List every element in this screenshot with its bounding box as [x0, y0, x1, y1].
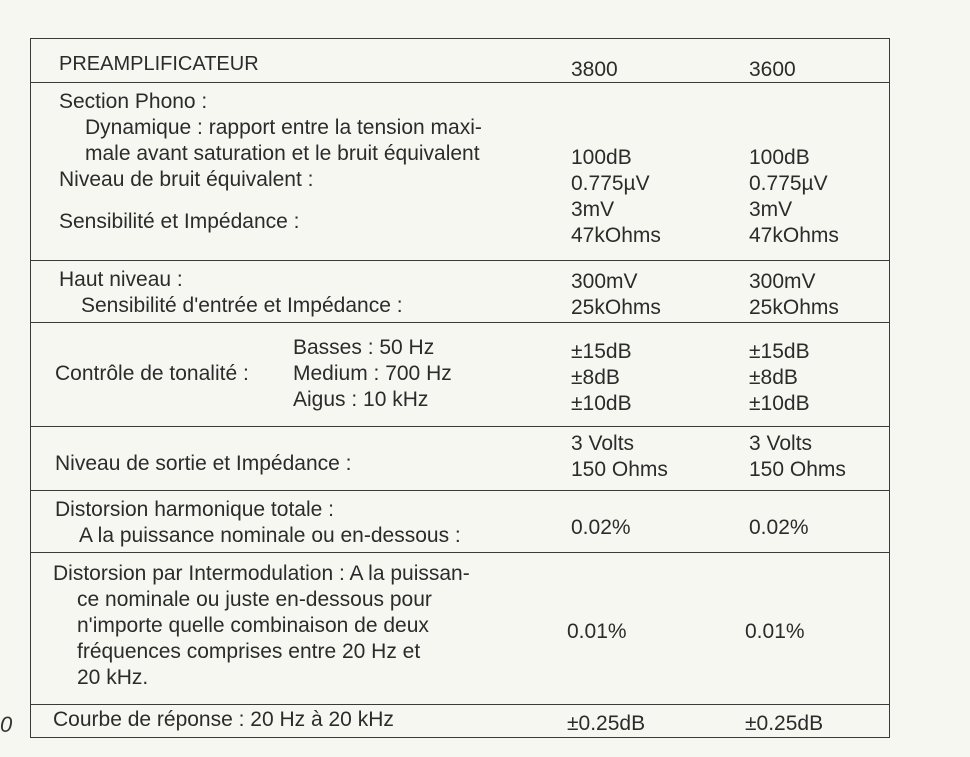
phono-sensitivity-3800: 3mV — [571, 198, 615, 221]
high-level-sensitivity-3800: 300mV — [571, 270, 638, 293]
high-level-sensitivity-3600: 300mV — [749, 270, 816, 293]
thd-row — [31, 491, 889, 553]
medium-3600: ±8dB — [749, 366, 798, 389]
treble-label: Aigus : 10 kHz — [293, 388, 429, 411]
bass-label: Basses : 50 Hz — [293, 336, 435, 359]
output-impedance-3600: 150 Ohms — [749, 458, 846, 481]
imd-row — [31, 553, 889, 705]
dynamic-range-3600: 100dB — [749, 146, 810, 169]
table-header-row — [31, 39, 889, 83]
high-level-impedance-3800: 25kOhms — [571, 296, 661, 319]
tone-control-row — [31, 323, 889, 427]
phono-sensitivity-3600: 3mV — [749, 198, 793, 221]
tone-control-label: Contrôle de tonalité : — [55, 362, 249, 385]
phono-impedance-3600: 47kOhms — [749, 224, 839, 247]
high-level-impedance-3600: 25kOhms — [749, 296, 839, 319]
noise-level-3600: 0.775µV — [749, 172, 828, 195]
spec-table — [30, 38, 890, 738]
imd-text-4: fréquences comprises entre 20 Hz et — [77, 640, 421, 663]
high-level-heading: Haut niveau : — [59, 268, 183, 291]
dynamic-range-3800: 100dB — [571, 146, 632, 169]
high-level-row — [31, 261, 889, 323]
frequency-response-row — [31, 705, 889, 739]
noise-level-3800: 0.775µV — [571, 172, 650, 195]
imd-text-2: ce nominale ou juste en-dessous pour — [77, 588, 432, 611]
thd-condition: A la puissance nominale ou en-dessous : — [79, 524, 461, 547]
output-level-label: Niveau de sortie et Impédance : — [55, 452, 352, 475]
medium-3800: ±8dB — [571, 366, 620, 389]
thd-3800: 0.02% — [571, 516, 631, 539]
imd-text-3: n'importe quelle combinaison de deux — [77, 614, 429, 637]
bass-3800: ±15dB — [571, 340, 632, 363]
phono-section-row — [31, 83, 889, 261]
page-number: 0 — [0, 712, 13, 737]
dynamic-range-label: Dynamique : rapport entre la tension maxi- — [85, 116, 482, 139]
phono-sensitivity-label: Sensibilité et Impédance : — [59, 210, 300, 233]
table-title: PREAMPLIFICATEUR — [59, 53, 259, 75]
noise-level-label: Niveau de bruit équivalent : — [59, 168, 314, 191]
treble-3800: ±10dB — [571, 392, 632, 415]
column-header-3800: 3800 — [571, 58, 618, 81]
phono-impedance-3800: 47kOhms — [571, 224, 661, 247]
phono-heading: Section Phono : — [59, 90, 208, 113]
output-level-row — [31, 427, 889, 491]
dynamic-range-label-cont: male avant saturation et le bruit équivalent — [85, 142, 480, 165]
imd-3800: 0.01% — [567, 620, 627, 643]
thd-3600: 0.02% — [749, 516, 809, 539]
high-level-label: Sensibilité d'entrée et Impédance : — [81, 294, 403, 317]
column-header-3600: 3600 — [749, 58, 796, 81]
output-impedance-3800: 150 Ohms — [571, 458, 668, 481]
frequency-response-label: Courbe de réponse : 20 Hz à 20 kHz — [53, 708, 394, 731]
imd-label: Distorsion par Intermodulation : A la puissan- — [53, 562, 470, 585]
frequency-response-3800: ±0.25dB — [567, 712, 646, 735]
frequency-response-3600: ±0.25dB — [745, 712, 824, 735]
imd-3600: 0.01% — [745, 620, 805, 643]
output-voltage-3600: 3 Volts — [749, 432, 813, 455]
treble-3600: ±10dB — [749, 392, 810, 415]
bass-3600: ±15dB — [749, 340, 810, 363]
imd-text-5: 20 kHz. — [77, 666, 149, 689]
output-voltage-3800: 3 Volts — [571, 432, 635, 455]
thd-label: Distorsion harmonique totale : — [55, 498, 334, 521]
medium-label: Medium : 700 Hz — [293, 362, 452, 385]
